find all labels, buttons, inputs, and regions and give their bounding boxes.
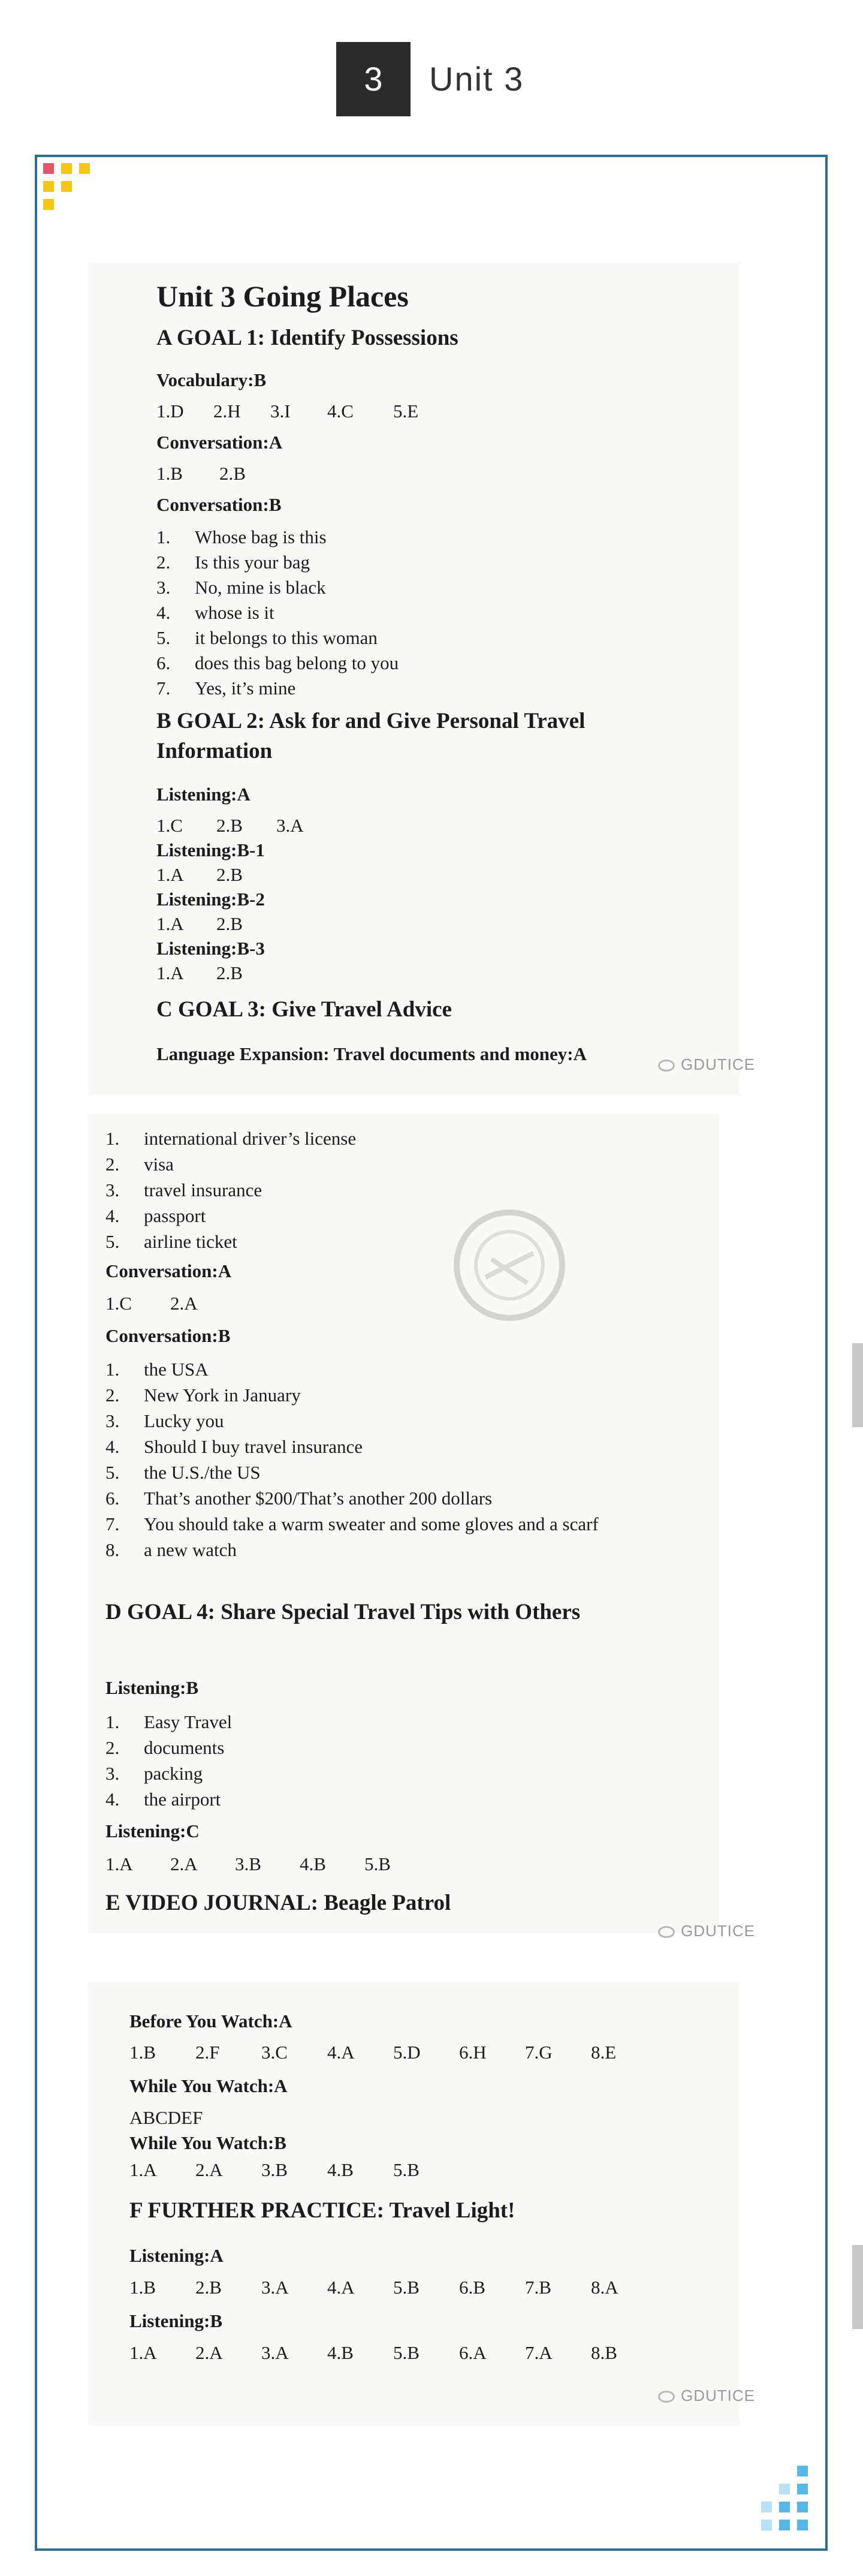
vocabulary-label: Vocabulary:B <box>156 369 267 390</box>
list-item <box>105 1485 657 1511</box>
answer: 7.G <box>525 2042 553 2063</box>
listening-b1-answers <box>156 864 243 886</box>
scroll-marker <box>852 1343 863 1427</box>
conversation-a-label: Conversation:A <box>105 1260 232 1281</box>
answer: 8.A <box>591 2277 618 2298</box>
goal-1-heading: A GOAL 1: Identify Possessions <box>156 326 458 350</box>
vocabulary-answers <box>156 401 418 422</box>
listening-b3-label: Listening:B-3 <box>156 938 265 959</box>
item-text: the airport <box>144 1789 221 1810</box>
item-text: New York in January <box>144 1385 301 1406</box>
listening-a-label: Listening:A <box>129 2245 224 2266</box>
item-number: 1. <box>156 526 171 547</box>
answer: 5.D <box>393 2042 421 2063</box>
item-number: 4. <box>105 1789 120 1810</box>
answer: 4.B <box>327 2342 354 2363</box>
conversation-a-answers <box>105 1293 198 1314</box>
list-item <box>105 1151 645 1177</box>
answer: 3.I <box>270 401 291 422</box>
while-you-watch-a-label: While You Watch:A <box>129 2075 288 2096</box>
list-item <box>105 1709 525 1735</box>
answer: 1.A <box>156 962 184 983</box>
goal-2-heading: B GOAL 2: Ask for and Give Personal Travel Information <box>156 709 586 763</box>
answer: 5.B <box>364 1853 391 1874</box>
listening-a-answers <box>156 815 304 836</box>
answer: 1.A <box>105 1853 133 1874</box>
list-item <box>105 1229 645 1254</box>
item-text: That’s another $200/That’s another 200 dollars <box>144 1488 493 1509</box>
item-text: You should take a warm sweater and some gloves and a scarf <box>144 1513 599 1534</box>
while-you-watch-b-answers <box>129 2159 420 2181</box>
answer: 4.B <box>327 2159 354 2180</box>
unit-header <box>0 42 863 116</box>
item-number: 2. <box>105 1385 120 1406</box>
list-item <box>156 575 612 600</box>
watermark: GDUTICE <box>658 1922 755 1940</box>
listening-b-label: Listening:B <box>105 1677 199 1698</box>
answer: 4.C <box>327 401 354 422</box>
answer: 1.A <box>156 864 184 885</box>
before-you-watch-answers <box>129 2042 616 2063</box>
item-number: 2. <box>105 1154 120 1175</box>
goal-3-heading: C GOAL 3: Give Travel Advice <box>156 997 452 1022</box>
while-you-watch-b-label: While You Watch:B <box>129 2132 286 2153</box>
list-item <box>105 1786 525 1812</box>
answer: 1.C <box>105 1293 132 1314</box>
video-journal-heading: E VIDEO JOURNAL: Beagle Patrol <box>105 1891 451 1915</box>
corner-decoration-bottom-right <box>761 2466 823 2542</box>
watermark: GDUTICE <box>658 2387 755 2405</box>
list-item <box>105 1735 525 1761</box>
item-number: 7. <box>105 1513 120 1534</box>
item-number: 5. <box>105 1231 120 1252</box>
conversation-a-label: Conversation:A <box>156 432 283 453</box>
listening-b-label: Listening:B <box>129 2310 223 2331</box>
list-item <box>105 1177 645 1203</box>
before-you-watch-label: Before You Watch:A <box>129 2011 292 2032</box>
item-text: visa <box>144 1154 174 1175</box>
answer: 2.F <box>195 2042 220 2063</box>
item-number: 5. <box>105 1462 120 1483</box>
unit-number-badge: 3 <box>336 42 411 116</box>
listening-b3-answers <box>156 962 243 984</box>
answer: 3.B <box>261 2159 288 2180</box>
answer: 2.A <box>195 2342 223 2363</box>
answer: 4.A <box>327 2042 355 2063</box>
goal-4-heading: D GOAL 4: Share Special Travel Tips with Others <box>105 1600 581 1624</box>
list-item <box>105 1356 657 1382</box>
list-item <box>105 1761 525 1786</box>
item-text: international driver’s license <box>144 1128 357 1149</box>
item-text: a new watch <box>144 1539 237 1560</box>
conversation-a-answers <box>156 463 246 484</box>
answer: 1.B <box>129 2042 156 2063</box>
list-item <box>105 1126 645 1151</box>
listening-a-label: Listening:A <box>156 784 251 805</box>
answer: 3.B <box>235 1853 261 1874</box>
list-item <box>105 1408 657 1434</box>
travel-documents-list <box>105 1126 645 1254</box>
answer: 1.A <box>156 913 184 934</box>
item-text: Easy Travel <box>144 1711 233 1732</box>
item-number: 3. <box>105 1179 120 1200</box>
list-item <box>156 600 612 625</box>
item-number: 4. <box>105 1436 120 1457</box>
answer: 1.B <box>129 2277 156 2298</box>
item-number: 4. <box>156 602 171 623</box>
answer: 2.B <box>219 463 246 484</box>
watermark-icon <box>658 2391 675 2403</box>
list-item <box>156 525 612 550</box>
list-item <box>105 1203 645 1229</box>
item-text: the U.S./the US <box>144 1462 261 1483</box>
item-number: 6. <box>156 652 171 673</box>
listening-b1-label: Listening:B-1 <box>156 839 265 860</box>
watermark-icon <box>658 1060 675 1072</box>
answer: 7.B <box>525 2277 551 2298</box>
item-number: 2. <box>105 1737 120 1758</box>
item-number: 1. <box>105 1359 120 1380</box>
item-text: No, mine is black <box>195 577 326 598</box>
watermark: GDUTICE <box>658 1055 755 1074</box>
answer: 2.H <box>213 401 241 422</box>
answer: 2.B <box>216 962 243 983</box>
answer: 4.B <box>300 1853 326 1874</box>
listening-b2-label: Listening:B-2 <box>156 889 265 910</box>
language-expansion-label: Language Expansion: Travel documents and money:A <box>156 1043 587 1064</box>
item-text: Should I buy travel insurance <box>144 1436 363 1457</box>
answer: 3.C <box>261 2042 288 2063</box>
item-text: documents <box>144 1737 225 1758</box>
answer: 5.B <box>393 2277 420 2298</box>
item-number: 1. <box>105 1128 120 1149</box>
item-text: Lucky you <box>144 1410 224 1431</box>
answer: 8.E <box>591 2042 617 2063</box>
answer: 2.B <box>216 864 243 885</box>
answer: 2.A <box>170 1293 198 1314</box>
item-number: 7. <box>156 678 171 699</box>
item-number: 8. <box>105 1539 120 1560</box>
answer: 2.B <box>216 913 243 934</box>
answer: 3.A <box>276 815 304 836</box>
answer: 4.A <box>327 2277 355 2298</box>
answer: 6.H <box>459 2042 487 2063</box>
answer: 2.B <box>216 815 243 836</box>
item-text: airline ticket <box>144 1231 237 1252</box>
answer: 5.B <box>393 2342 420 2363</box>
item-text: does this bag belong to you <box>195 652 399 673</box>
answer: 8.B <box>591 2342 617 2363</box>
corner-decoration-top-left <box>43 163 101 221</box>
answer: 1.D <box>156 401 184 422</box>
item-number: 3. <box>105 1763 120 1784</box>
item-number: 4. <box>105 1205 120 1226</box>
list-item <box>105 1434 657 1459</box>
conversation-b-list <box>156 525 612 701</box>
item-text: Whose bag is this <box>195 526 327 547</box>
answer: 2.B <box>195 2277 222 2298</box>
answer: 7.A <box>525 2342 553 2363</box>
answer: 1.B <box>156 463 183 484</box>
conversation-b-label: Conversation:B <box>156 494 282 515</box>
listening-b2-answers <box>156 913 243 935</box>
item-text: Yes, it’s mine <box>195 678 296 699</box>
list-item <box>105 1511 657 1537</box>
answer: 2.A <box>170 1853 198 1874</box>
list-item <box>105 1459 657 1485</box>
item-number: 3. <box>105 1410 120 1431</box>
conversation-b-label: Conversation:B <box>105 1325 231 1346</box>
list-item <box>156 676 612 701</box>
list-item <box>156 625 612 651</box>
item-number: 5. <box>156 627 171 648</box>
answer: 3.A <box>261 2277 289 2298</box>
item-number: 6. <box>105 1488 120 1509</box>
list-item <box>105 1537 657 1563</box>
watermark-icon <box>658 1926 675 1938</box>
item-number: 2. <box>156 552 171 573</box>
listening-c-label: Listening:C <box>105 1820 200 1841</box>
listening-b-answers <box>129 2342 617 2364</box>
answer: 6.B <box>459 2277 485 2298</box>
list-item <box>105 1382 657 1408</box>
item-number: 1. <box>105 1711 120 1732</box>
answer: 2.A <box>195 2159 223 2180</box>
item-text: whose is it <box>195 602 274 623</box>
answer: 5.E <box>393 401 419 422</box>
answer: 1.A <box>129 2342 157 2363</box>
item-text: the USA <box>144 1359 209 1380</box>
unit-heading: Unit 3 Going Places <box>156 279 409 313</box>
answer: 1.C <box>156 815 183 836</box>
answer: 6.A <box>459 2342 487 2363</box>
answer: 3.A <box>261 2342 289 2363</box>
item-text: Is this your bag <box>195 552 310 573</box>
listening-a-answers <box>129 2277 618 2298</box>
answer: 1.A <box>129 2159 157 2180</box>
listening-b-list <box>105 1709 525 1812</box>
unit-title: Unit 3 <box>429 60 524 98</box>
item-text: packing <box>144 1763 203 1784</box>
item-text: it belongs to this woman <box>195 627 378 648</box>
conversation-b-list <box>105 1356 657 1563</box>
listening-c-answers <box>105 1853 391 1875</box>
while-you-watch-a-answer: ABCDEF <box>129 2107 203 2128</box>
scroll-marker <box>852 2245 863 2329</box>
item-text: passport <box>144 1205 206 1226</box>
item-number: 3. <box>156 577 171 598</box>
answer: 5.B <box>393 2159 420 2180</box>
list-item <box>156 651 612 676</box>
item-text: travel insurance <box>144 1179 262 1200</box>
further-practice-heading: F FURTHER PRACTICE: Travel Light! <box>129 2198 515 2223</box>
list-item <box>156 550 612 575</box>
